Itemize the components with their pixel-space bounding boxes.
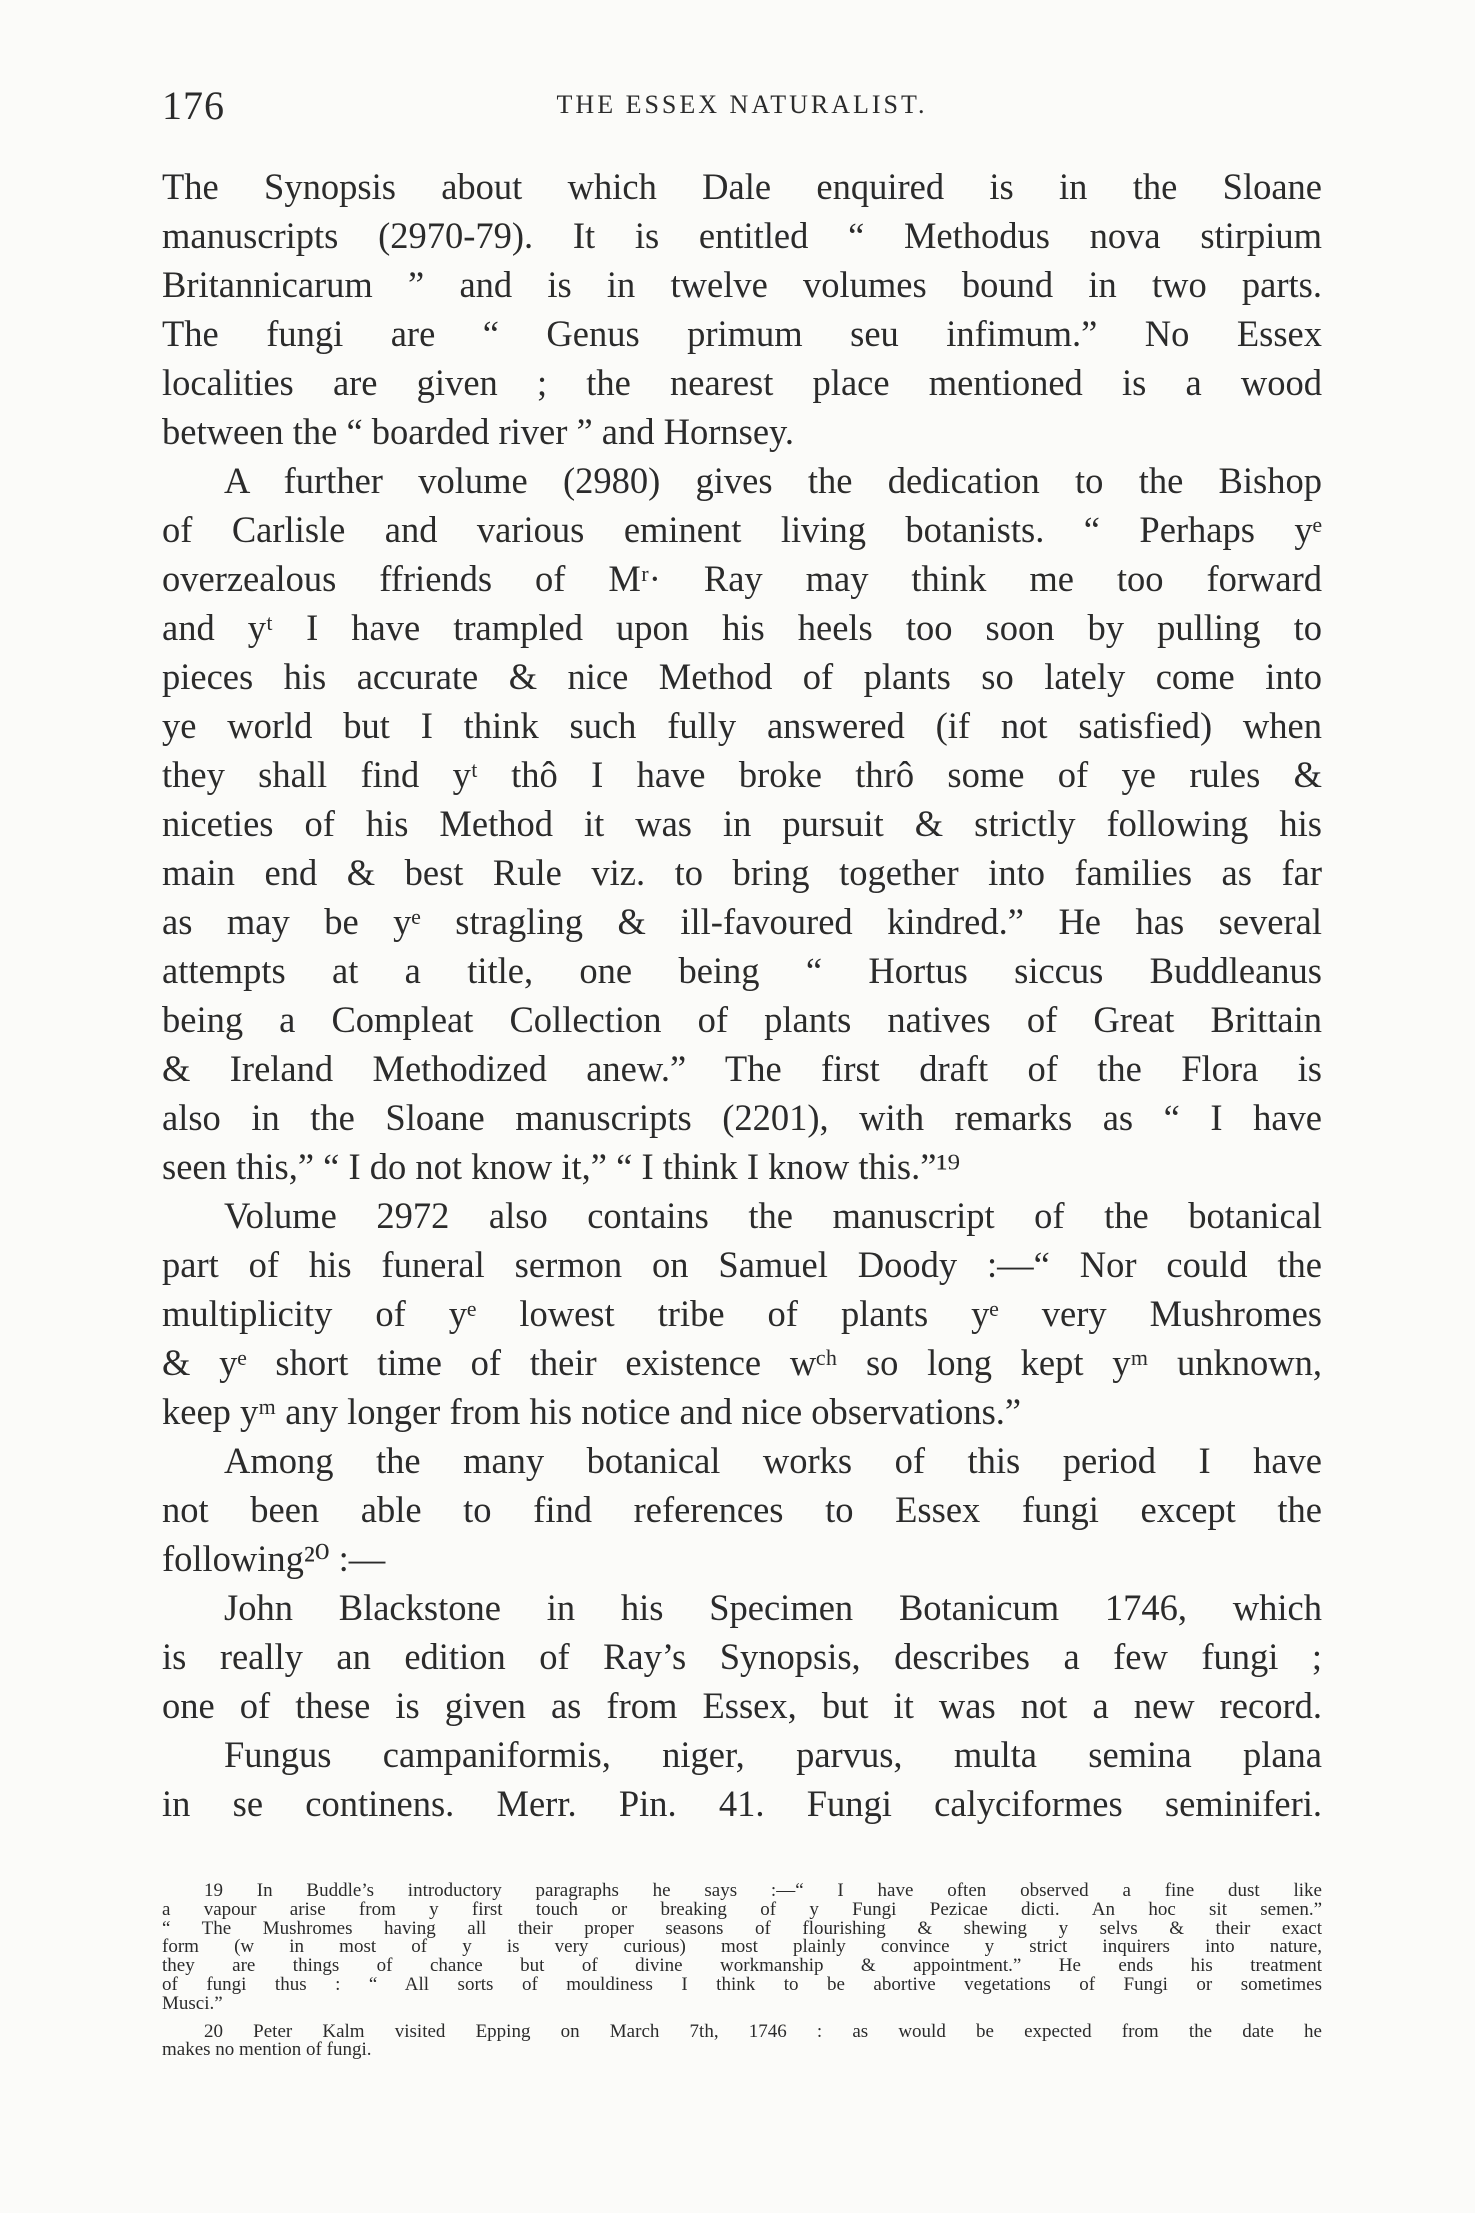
body-line: manuscripts (2970-79). It is entitled “ Methodus nova stirpium [162,215,1322,256]
body-line: multiplicity of yᵉ lowest tribe of plants yᵉ very Mushromes [162,1293,1322,1334]
body-line: part of his funeral sermon on Samuel Doody :—“ Nor could the [162,1244,1322,1285]
body-line: Britannicarum ” and is in twelve volumes bound in two parts. [162,264,1322,305]
body-line: attempts at a title, one being “ Hortus siccus Buddleanus [162,950,1322,991]
body-line: and yᵗ I have trampled upon his heels too soon by pulling to [162,607,1322,648]
body-line: of Carlisle and various eminent living botanists. “ Perhaps yᵉ [162,509,1322,550]
footnote-line: Musci.” [162,1992,223,2014]
body-line: following²⁰ :— [162,1538,386,1579]
body-line: one of these is given as from Essex, but it was not a new record. [162,1685,1322,1726]
body-line: is really an edition of Ray’s Synopsis, describes a few fungi ; [162,1636,1322,1677]
body-line: localities are given ; the nearest place mentioned is a wood [162,362,1322,403]
body-line: being a Compleat Collection of plants natives of Great Brittain [162,999,1322,1040]
footnote-line: of fungi thus : “ All sorts of mouldiness I think to be abortive vegetations of Fungi or sometimes [162,1973,1322,1995]
body-line: ye world but I think such fully answered (if not satisfied) when [162,705,1322,746]
footnote-line: “ The Mushromes having all their proper seasons of flourishing & shewing y selvs & their exact [162,1917,1322,1939]
body-line: seen this,” “ I do not know it,” “ I think I know this.”¹⁹ [162,1146,961,1187]
page-header [162,82,1322,132]
body-line: Fungus campaniformis, niger, parvus, multa semina plana [224,1734,1322,1775]
footnote-line: they are things of chance but of divine workmanship & appointment.” He ends his treatment [162,1955,1322,1977]
body-line: main end & best Rule viz. to bring together into families as far [162,852,1322,893]
footnote-line: a vapour arise from y first touch or breaking of y Fungi Pezicae dicti. An hoc sit semen.” [162,1898,1322,1920]
page-number: 176 [162,83,225,128]
body-line: pieces his accurate & nice Method of plants so lately come into [162,656,1322,697]
running-title: THE ESSEX NATURALIST. [556,90,928,119]
footnote-line: makes no mention of fungi. [162,2039,372,2061]
body-line: overzealous ffriends of Mʳ· Ray may think me too forward [162,558,1322,599]
body-line: & yᵉ short time of their existence wᶜʰ so long kept yᵐ unknown, [162,1342,1322,1383]
body-line: niceties of his Method it was in pursuit & strictly following his [162,803,1322,844]
body-line: as may be yᵉ stragling & ill-favoured kindred.” He has several [162,901,1322,942]
body-line: also in the Sloane manuscripts (2201), with remarks as “ I have [162,1097,1322,1138]
body-line: Volume 2972 also contains the manuscript of the botanical [224,1195,1322,1236]
footnote-line: form (w in most of y is very curious) most plainly convince y strict inquirers into nature, [162,1936,1322,1958]
body-line: The fungi are “ Genus primum seu infimum.” No Essex [162,313,1322,354]
footnote-line: 19 In Buddle’s introductory paragraphs he says :—“ I have often observed a fine dust like [204,1880,1322,1901]
footnotes [162,1882,1322,2060]
body-line: & Ireland Methodized anew.” The first draft of the Flora is [162,1048,1322,1089]
body-line: not been able to find references to Essex fungi except the [162,1489,1322,1530]
body-line: they shall find yᵗ thô I have broke thrô some of ye rules & [162,754,1322,795]
body-line: John Blackstone in his Specimen Botanicum 1746, which [224,1587,1322,1628]
footnote-line: 20 Peter Kalm visited Epping on March 7th, 1746 : as would be expected from the date he [204,2020,1322,2042]
body-line: keep yᵐ any longer from his notice and nice observations.” [162,1391,1022,1432]
body-line: Among the many botanical works of this period I have [224,1440,1322,1481]
body-line: The Synopsis about which Dale enquired is in the Sloane [162,166,1322,207]
body-line: A further volume (2980) gives the dedication to the Bishop [224,460,1322,501]
body-line: in se continens. Merr. Pin. 41. Fungi calyciformes seminiferi. [162,1783,1322,1824]
body-text [162,162,1322,1828]
body-line: between the “ boarded river ” and Hornsey. [162,411,795,452]
